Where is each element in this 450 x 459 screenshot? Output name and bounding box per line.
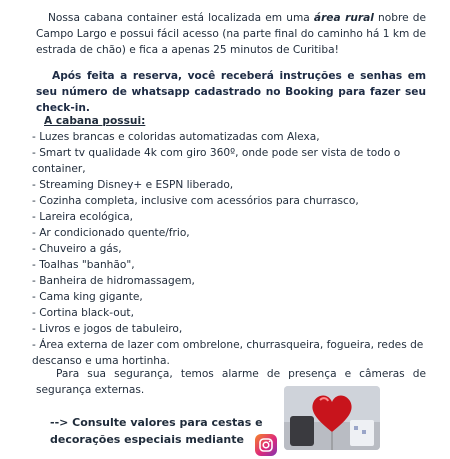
list-item: - Streaming Disney+ e ESPN liberado, [32,179,234,191]
security-note: Para sua segurança, temos alarme de presença e câmeras de segurança externas. [36,368,426,396]
intro-paragraph [36,10,426,58]
list-item: - Toalhas "banhão", [32,259,135,271]
list-item: - Área externa de lazer com ombrelone, churrasqueira, fogueira, redes de descanso e uma hortinha. [32,339,424,367]
amenities-list [32,129,424,369]
list-item: - Chuveiro a gás, [32,243,122,255]
intro-highlight: área rural [313,12,374,24]
instagram-glyph [255,434,277,456]
heart-balloon-photo [284,386,380,450]
checkin-note: Após feita a reserva, você receberá instruções e senhas em seu número de whatsapp cadastrado no Booking para fazer seu check-in. [36,70,426,114]
list-item: - Cama king gigante, [32,291,143,303]
list-item: - Luzes brancas e coloridas automatizadas com Alexa, [32,131,320,143]
list-item: - Cortina black-out, [32,307,134,319]
list-item: - Banheira de hidromassagem, [32,275,195,287]
amenities-title: A cabana possui: [44,115,146,127]
heart-balloon-icon [284,386,380,450]
instagram-icon[interactable] [255,434,277,456]
cta-line-1: --> Consulte valores para cestas e [50,416,263,429]
list-item: - Smart tv qualidade 4k com giro 360º, onde pode ser vista de todo o container, [32,147,401,175]
list-item: - Livros e jogos de tabuleiro, [32,323,183,335]
cta-text [50,414,270,448]
cta-line-2: decorações especiais mediante [50,433,244,446]
intro-text-before: Nossa cabana container está localizada em uma [48,12,314,24]
intro-text-after: nobre de Campo Largo e possui fácil acesso (na parte final do caminho há 1 km de estrada de chão) e fica a apenas 25 minutos de Curitiba! [36,12,427,56]
list-item: - Cozinha completa, inclusive com acessórios para churrasco, [32,195,359,207]
list-item: - Ar condicionado quente/frio, [32,227,190,239]
list-item: - Lareira ecológica, [32,211,133,223]
